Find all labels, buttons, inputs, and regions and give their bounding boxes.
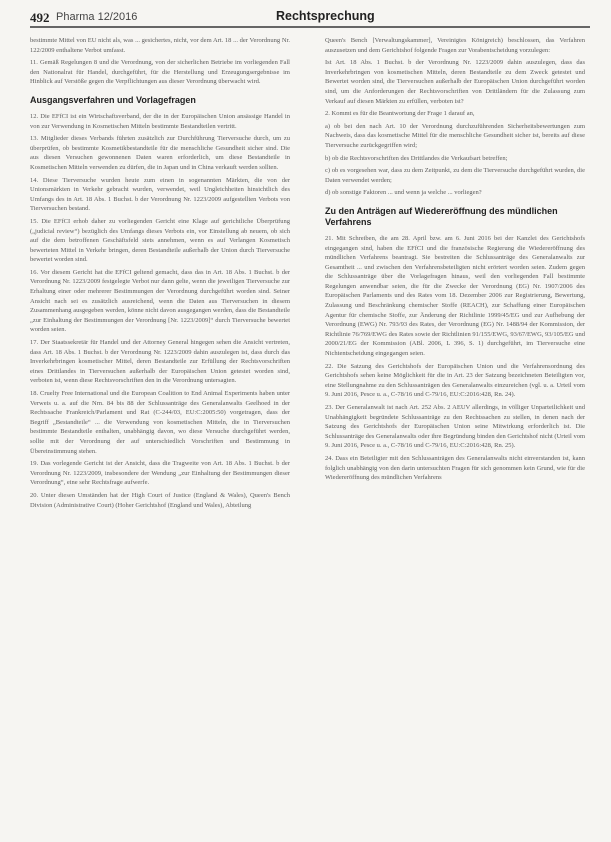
header-rule: [30, 26, 590, 28]
paragraph: Ist Art. 18 Abs. 1 Buchst. b der Verordnung Nr. 1223/2009 dahin auszulegen, dass das Inverkehrbringen von kosmetischen Mitteln, deren Bestandteile zu dem Zweck getestet und Bewertet worden sind, die Tierversuchen außerhalb der Europäischen Union durchgeführt worden sind, um die Anforderungen der Rechtsvorschriften von Drittländern für die Zulassung zum Verkauf auf diesen Märkten zu erfüllen, verboten ist?: [325, 59, 585, 105]
paragraph: a) ob bei den nach Art. 10 der Verordnung durchzuführenden Sicherheitsbewertungen zum Nachweis, dass das kosmetische Mittel für die menschliche Gesundheit sicher ist, bereits auf diese Tierversuche zurückgegriffen wird;: [325, 122, 585, 149]
paragraph: 2. Kommt es für die Beantwortung der Frage 1 darauf an,: [325, 110, 475, 118]
paragraph: 13. Mitglieder dieses Verbands führten zusätzlich zur Durchführung Tierversuche durch, um zu überprüfen, ob bestimmte Kosmetikbestandteile für die menschliche Gesundheit sicher sind. Die aus diesen Versuchen gewonnenen Daten waren erforderlich, um diese Bestandteile in Kosmetischen Mitteln verwenden zu dürfen, die in Japan und in China verkauft werden sollten.: [30, 135, 290, 171]
journal-name: Pharma 12/2016: [56, 11, 138, 23]
paragraph: 12. Die EFfCI ist ein Wirtschaftsverband, der die in der Europäischen Union ansässige Handel in von zur Verwendung in Kosmetischen Mitteln bestimmte Bestandteilen vertritt.: [30, 112, 290, 130]
paragraph: 22. Die Satzung des Gerichtshofs der Europäischen Union und die Verfahrensordnung des Gerichtshofs sehen keine Möglichkeit für die in Art. 23 der Satzung bezeichneten Beteiligten vor, eine Stellungnahme zu den Schlussanträgen des Generalanwalts einzureichen (vgl. u. a. Urteil vom 9. Juni 2016, Pesce u. a., C-78/16 und C-79/16, EU:C:2016:428, Rn. 24).: [325, 362, 585, 399]
paragraph: c) ob es vorgesehen war, dass zu dem Zeitpunkt, zu dem die Tierversuche durchgeführt wurden, die Daten verwendet werden;: [325, 167, 585, 184]
paragraph: 16. Vor diesem Gericht hat die EFfCI geltend gemacht, dass das in Art. 18 Abs. 1 Buchst. b der Verordnung Nr. 1223/2009 festgelegte Verbot nur dann gelte, wenn die jeweiligen Tierversuche zur Erhaltung einer oder mehrerer Bestimmungen der Verordnung durchgeführt worden sind. Seiner Ansicht nach sei es zusätzlich ausreichend, wenn die Daten aus Tierversuchen in diesem Zusammenhang ausgegeben werden, könne nicht davon ausgegangen werden, dass die Bestandteile „zur Einhaltung der Bestimmungen der Verordnung [Nr. 1223/2009]“ durch Tierversuche bewertet worden seien.: [30, 268, 290, 334]
paragraph: 21. Mit Schreiben, die am 28. April bzw. am 6. Juni 2016 bei der Kanzlei des Gerichtshofs eingegangen sind, haben die EFfCI und die französische Regierung die Wiedereröffnung des mündlichen Verfahrens beantragt. Sie bestreiten die Schlussanträge des Generalanwalts zur Gesamtheit ... und zwischen den Verfahrensbeteiligten nicht erörtert worden seien. Zudem gegen die Schlussanträge über die Vorlagefragen hinaus, weil den vorliegenden Fall bestimmte Regelungen anwendbar seien, die für die Zwecke der Verordnung (EG) Nr. 1907/2006 des Europäischen Parlaments und des Rates vom 18. Dezember 2006 zur Registrierung, Bewertung, Zulassung und Beschränkung chemischer Stoffe (REACH), zur Schaffung einer Europäischen Agentur für chemische Stoffe, zur Änderung der Richtlinie 1999/45/EG und zur Aufhebung der Verordnung (EWG) Nr. 793/93 des Rates, der Verordnung (EG) Nr. 1488/94 der Kommission, der Richtlinie 76/769/EWG des Rates sowie der Richtlinien 91/155/EWG, 93/67/EWG, 93/105/EG und 2000/21/EG der Kommission (ABl. 2006, L 396, S. 1) durchgeführt, im Tierversuche eine Nichtentscheidung eingegangen seien.: [325, 234, 585, 358]
paragraph: d) ob sonstige Faktoren ... und wenn ja welche ... vorliegen?: [325, 189, 482, 197]
right-column: [325, 36, 585, 836]
paragraph: 15. Die EFfCI erhob daher zu vorliegenden Gericht eine Klage auf gerichtliche Überprüfung („judicial review“) bezüglich des Umfangs dieses Verbots ein, vor Einstellung ab neuem, ob sich auf die dem betroffenen Geschäftsfeld stets annehmen, wenn es auf Verlangen Kosmetisch bewerteten Mittel in Verkehr bringen, deren Bestandteile außerhalb der Union durch Tierversuche bewertet worden sind.: [30, 217, 290, 264]
page-number: 492: [30, 10, 50, 25]
paragraph: 11. Gemäß Regelungen 8 und die Verordnung, von der sicherlichen Betriebe im vorliegenden Fall den Nationalrat für Handel, durchgeführt, für die Herstellung und Erzeugungsergebnisse im Hinblick auf Verstöße gegen die Verpflichtungen aus dieser Verordnung überwacht wird.: [30, 59, 290, 86]
section-rubric: Rechtsprechung: [276, 9, 375, 23]
paragraph: 18. Cruelty Free International und die European Coalition to End Animal Experiments haben unter Verweis u. a. auf die Nrn. 84 bis 88 der Schlussanträge des Generalanwalts Geelhoed in der Rechtssache Frankreich/Parlament und Rat (C-244/03, EU:C:2005:50) vorgetragen, dass der Begriff „Bestandteile“ ... die Verwendung von kosmetischen Mitteln, die in Tierversuchen bestimmte Bestandteile enthalten, unabhängig davon, wo diese Versuche durchgeführt werden, sollte mit der Verordnung der auf unterschiedlich Vorschriften und Bestimmung in Übereinstimmung stehen.: [30, 390, 290, 455]
paragraph: 24. Dass ein Beteiligter mit den Schlussanträgen des Generalanwalts nicht einverstanden ist, kann folglich unabhängig von den darin untersuchten Fragen für sich genommen kein Grund, wie für die Wiedereröffnung des mündlichen Verfahrens: [325, 454, 585, 482]
paragraph: Queen's Bench [Verwaltungskammer], Vereinigtes Königreich) beschlossen, das Verfahren auszusetzen und dem Gerichtshof folgende Fragen zur Vorabentscheidung vorzulegen:: [325, 37, 585, 54]
paragraph: 23. Der Generalanwalt ist nach Art. 252 Abs. 2 AEUV allerdings, in völliger Unparteilichkeit und Unabhängigkeit begründete Schlussanträge zu den Rechtssachen zu stellen, in denen nach der Satzung des Gerichtshofs der Europäischen Union seine Mitwirkung erforderlich ist. Die Schlussanträge des Generalanwalts oder ihre Begründung binden den Gerichtshof nicht (Urteil vom 9. Juni 2016, Pesce u. a., C-78/16 und C-79/16, EU:C:2016:428, Rn. 25).: [325, 404, 585, 450]
section-heading: Ausgangsverfahren und Vorlagefragen: [30, 94, 196, 105]
page-header: [30, 10, 590, 34]
paragraph: 19. Das vorlegende Gericht ist der Ansicht, dass die Tragweite von Art. 18 Abs. 1 Buchst. b der Verordnung Nr. 1223/2009, insbesondere der Wendung „zur Einhaltung der Bestimmungen dieser Verordnung“, eine sehr Rechtsfrage aufwerfe.: [30, 460, 290, 487]
left-column: [30, 36, 290, 836]
paragraph: 20. Unter diesen Umständen hat der High Court of Justice (England & Wales), Queen's Bench Division (Administrative Court) (Hoher Gerichtshof (England und Wales), Abteilung: [30, 491, 290, 509]
section-heading: Zu den Anträgen auf Wiedereröffnung des mündlichen Verfahrens: [325, 205, 558, 227]
paragraph: 14. Diese Tierversuche wurden heute zum einen in sogenannten Märkten, die von der Unionsmärkten in Verkehr gebracht wurden, verwendet, weil Ungleichheiten hinsichtlich des Umfangs des in Art. 18 Abs. 1 Buchst. b der Verordnung Nr. 1223/2009 aufgestellten Verbots von Tierversuchen bestand.: [30, 176, 290, 213]
paragraph: b) ob die Rechtsvorschriften des Drittlandes die Verkaufsart betreffen;: [325, 154, 508, 162]
paragraph: 17. Der Staatssekretär für Handel und der Attorney General hingegen sehen die Ansicht vertreten, dass Art. 18 Abs. 1 Buchst. b der Verordnung Nr. 1223/2009 dahin auszulegen ist, dass durch das Inverkehrbringen kosmetischer Mittel, deren Bestandteile zur Erfüllung der Rechtsvorschriften eines Drittlandes in Tierversuchen außerhalb der Europäischen Union getestet worden sind, verboten ist, wenn diese Rechtsvorschriften den in die Verordnung untersagten.: [30, 339, 290, 385]
paragraph: bestimmte Mittel von EU nicht als, was ... gesichertes, nicht, vor dem Art. 18 ... der Verordnung Nr. 122/2009 enthaltene Verbot umfasst.: [30, 37, 290, 54]
